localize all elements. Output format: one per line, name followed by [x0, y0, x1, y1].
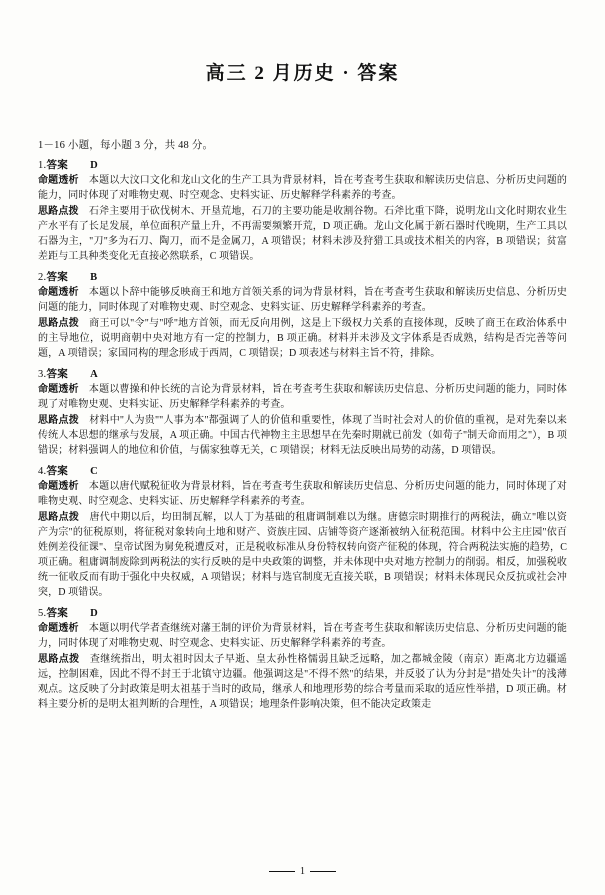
tips-text: 石斧主要用于砍伐树木、开垦荒地，石刀的主要功能是收割谷物。石斧比重下降，说明龙山文化时期农业生产水平有了长足发展，单位面积产量上升，不再需要频繁开荒，D 项正确。龙山文化属于新石器时代晚期，生产工具以石器为主，"刀"多为石刀、陶刀，而不是金属刀，A 项错误；材料未涉及狩猎工具或技术相关的内容，B 项错误；贫富差距与工具种类变化无直接必然联系，C 项错误。 — [38, 206, 568, 262]
answer-label: 答案 — [46, 466, 69, 477]
tips-paragraph — [38, 510, 567, 600]
analysis-text: 本题以明代学者查继统对藩王制的评价为背景材料，旨在考查考生获取和解读历史信息、分析历史问题的能力，同时体现了对唯物史观、时空观念、史料实证、历史解释学科素养的考查。 — [38, 623, 568, 649]
page-title: 高三 2 月历史 · 答案 — [205, 63, 400, 84]
answer-label: 答案 — [46, 160, 69, 171]
footer-rule-left — [269, 871, 295, 872]
tips-text: 商王可以"令"与"呼"地方首领，而无反向用例，这是上下级权力关系的直接体现，反映了商王在政治体系中的主导地位，说明商朝中央对地方有一定的控制力，B 项正确。材料并未涉及文字体系是否成熟，结构是否完善等问题，A 项错误；家国同构的理念形成于西周，C 项错误；D 项表述与材料主旨不符，排除。 — [38, 318, 567, 359]
answer-value: A — [90, 369, 98, 380]
answer-line — [38, 366, 567, 381]
tips-text: 唐代中期以后，均田制瓦解，以人丁为基础的租庸调制难以为继。唐德宗时期推行的两税法，确立"唯以资产为宗"的征税原则，将征税对象转向土地和财产、资族庄园、店铺等资产逐渐被纳入征税范围。材料中公主庄园"依百姓例差役征课"、皇帝试图为舅免税遭反对，正是税收标准从身份特权转向资产征税的体现，符合两税法实施的趋势，C 项正确。租庸调制废除到两税法的实行反映的是中央政策的调整，并未体现中央对地方控制力的削弱。相反，加强税收统一征收反而有助于强化中央权威，A 项错误；材料与选官制度无直接关联，B 项错误；材料未体现民众反抗或社会冲突，D 项错误。 — [38, 512, 568, 598]
tips-label: 思路点拨 — [38, 654, 80, 665]
answer-line — [38, 605, 567, 620]
tips-label: 思路点拨 — [38, 318, 79, 329]
answer-line — [38, 463, 567, 478]
analysis-text: 本题以曹操和仲长统的言论为背景材料，旨在考查考生获取和解读历史信息、分析历史问题的能力，同时体现了对唯物史观、史料实证、历史解释学科素养的考查。 — [38, 384, 568, 410]
analysis-paragraph — [38, 285, 567, 315]
answer-label: 答案 — [46, 369, 69, 380]
question-number: 3. — [38, 369, 47, 380]
answer-value: D — [90, 160, 98, 171]
answer-line — [38, 269, 567, 284]
tips-text: 查继统指出，明太祖时因太子早逝、皇太孙性格懦弱且缺乏远略，加之都城金陵（南京）距离北方边疆遥远，控制困难，因此不得不封王于北镇守边疆。他强调这是"不得不然"的结果，并反驳了认为分封是"措处失计"的浅薄观点。这反映了分封政策是明太祖基于当时的政局，继承人和地理形势的综合考量而采取的适应性举措，D 项正确。材料主要分析的是明太祖判断的合理性，A 项错误；地理条件影响决策，但不能决定政策走 — [38, 654, 567, 710]
tips-label: 思路点拨 — [38, 512, 80, 523]
answer-label: 答案 — [46, 608, 69, 619]
analysis-label: 命题透析 — [38, 623, 79, 634]
answer-value: B — [90, 272, 98, 283]
answer-label: 答案 — [46, 272, 69, 283]
analysis-text: 本题以卜辞中能够反映商王和地方首领关系的词为背景材料，旨在考查考生获取和解读历史信息、分析历史问题的能力，同时体现了对唯物史观、时空观念、史料实证、历史解释学科素养的考查。 — [38, 287, 568, 313]
question-number: 5. — [38, 608, 47, 619]
analysis-paragraph — [38, 479, 567, 509]
tips-paragraph — [38, 316, 567, 361]
tips-paragraph — [38, 652, 567, 712]
answer-value: C — [90, 466, 98, 477]
tips-text: 材料中"人为贵""人事为本"都强调了人的价值和重要性，体现了当时社会对人的价值的重视，是对先秦以来传统人本思想的继承与发展，A 项正确。中国古代神物主主思想早在先秦时期就已前发（如荀子"制天命而用之"），B 项错误；材料强调人的地位和价值，与儒家独尊无关，C 项错误；材料无法反映出局势的动荡，D 项错误。 — [38, 415, 567, 456]
question-block — [38, 269, 567, 361]
analysis-text: 本题以大汶口文化和龙山文化的生产工具为背景材料，旨在考查考生获取和解读历史信息、分析历史问题的能力，同时体现了对唯物史观、时空观念、史料实证、历史解释学科素养的考查。 — [38, 175, 568, 201]
analysis-label: 命题透析 — [38, 384, 79, 395]
page-footer — [0, 866, 605, 877]
question-block — [38, 463, 567, 600]
tips-paragraph — [38, 204, 567, 264]
answer-line — [38, 157, 567, 172]
question-number: 4. — [38, 466, 47, 477]
question-number: 1. — [38, 160, 47, 171]
question-number: 2. — [38, 272, 47, 283]
answer-value: D — [90, 608, 98, 619]
tips-label: 思路点拨 — [38, 206, 79, 217]
analysis-paragraph — [38, 173, 567, 203]
analysis-label: 命题透析 — [38, 481, 79, 492]
footer-rule-right — [310, 871, 336, 872]
question-block — [38, 366, 567, 458]
analysis-label: 命题透析 — [38, 175, 79, 186]
scoring-note: 1－16 小题，每小题 3 分，共 48 分。 — [38, 140, 214, 151]
question-block — [38, 605, 567, 712]
tips-label: 思路点拨 — [38, 415, 79, 426]
page-number: 1 — [300, 866, 305, 877]
analysis-paragraph — [38, 621, 567, 651]
tips-paragraph — [38, 413, 567, 458]
analysis-paragraph — [38, 382, 567, 412]
analysis-text: 本题以唐代赋税征收为背景材料，旨在考查考生获取和解读历史信息、分析历史问题的能力，同时体现了对唯物史观、时空观念、史料实证、历史解释学科素养的考查。 — [38, 481, 568, 507]
analysis-label: 命题透析 — [38, 287, 79, 298]
question-block — [38, 157, 567, 264]
